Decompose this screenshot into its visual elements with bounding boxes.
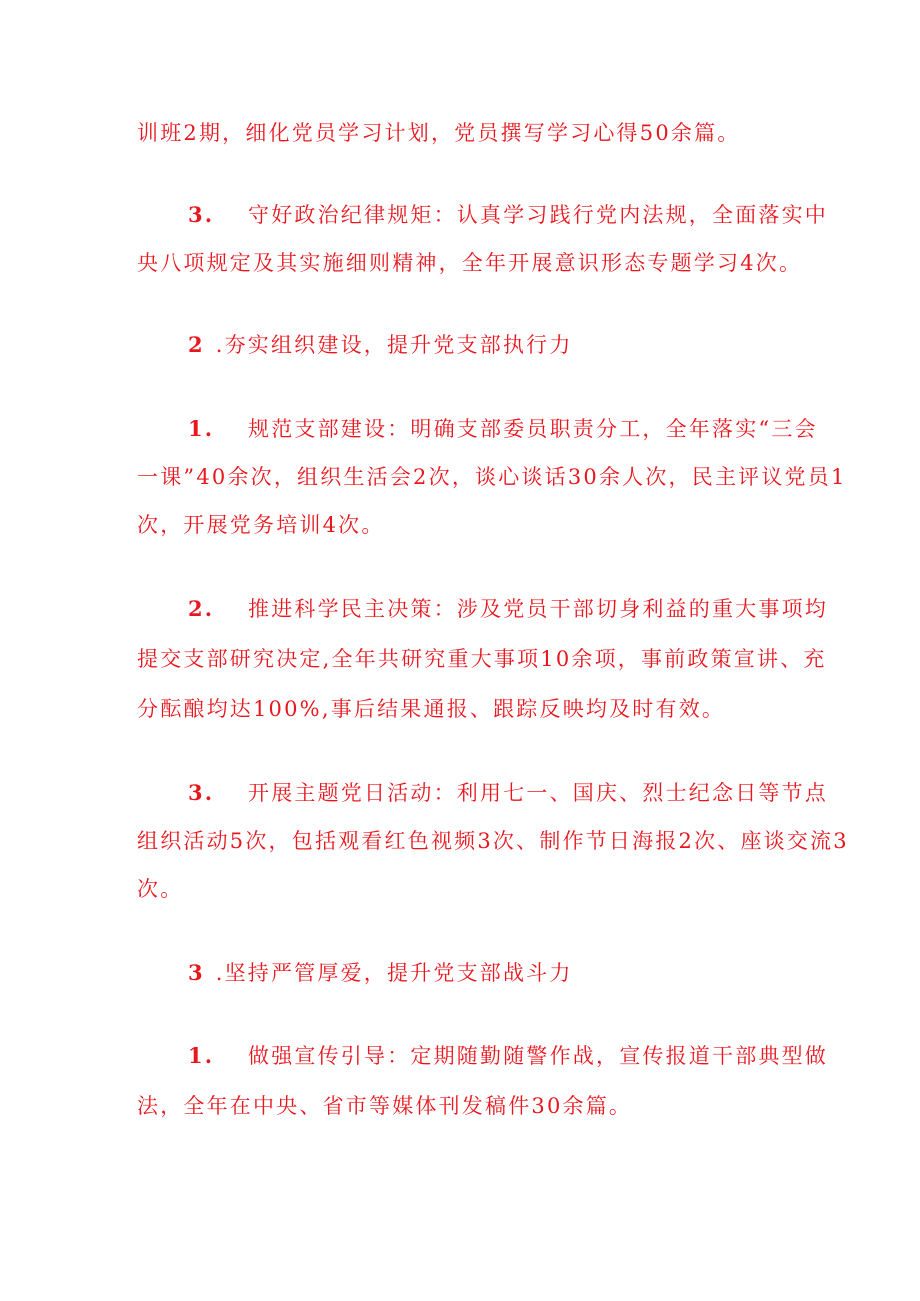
item-number: 3.	[188, 202, 215, 227]
paragraph-line	[137, 874, 183, 904]
paragraph-line	[137, 1091, 632, 1121]
section-heading	[188, 330, 573, 360]
section-number: 3	[188, 960, 205, 985]
paragraph-line	[137, 118, 740, 148]
section-number: 2	[188, 332, 205, 357]
line-text: 组织活动5次，包括观看红色视频3次、制作节日海报2次、座谈交流3	[137, 829, 849, 853]
paragraph-line	[137, 644, 827, 674]
line-text: 训班2期，细化党员学习计划，党员撰写学习心得50余篇。	[137, 121, 741, 145]
line-text: 一课”40余次，组织生活会2次，谈心谈话30余人次，民主评议党员1	[137, 465, 847, 489]
line-text: 规范支部建设：明确支部委员职责分工，全年落实“三会	[248, 417, 818, 441]
paragraph-line	[137, 248, 802, 278]
line-text: 次，开展党务培训4次。	[137, 513, 385, 537]
item-number: 2.	[188, 596, 215, 621]
list-item-heading	[188, 200, 828, 230]
paragraph-line	[137, 826, 849, 856]
line-text: 做强宣传引导：定期随勤随警作战，宣传报道干部典型做	[248, 1044, 828, 1068]
section-title: .坚持严管厚爱，提升党支部战斗力	[215, 961, 573, 985]
line-text: 央八项规定及其实施细则精神，全年开展意识形态专题学习4次。	[137, 251, 803, 275]
paragraph-line	[137, 510, 385, 540]
line-text: 守好政治纪律规矩：认真学习践行党内法规，全面落实中	[248, 203, 828, 227]
item-number: 1.	[188, 1043, 215, 1068]
section-heading	[188, 958, 573, 988]
item-number: 1.	[188, 416, 215, 441]
line-text: 分酝酿均达100%,事后结果通报、跟踪反映均及时有效。	[137, 697, 726, 721]
line-text: 推进科学民主决策：涉及党员干部切身利益的重大事项均	[248, 597, 828, 621]
line-text: 法，全年在中央、省市等媒体刊发稿件30余篇。	[137, 1094, 633, 1118]
paragraph-line	[137, 462, 847, 492]
line-text: 提交支部研究决定,全年共研究重大事项10余项，事前政策宣讲、充	[137, 647, 827, 671]
item-number: 3.	[188, 780, 215, 805]
paragraph-line	[137, 694, 725, 724]
line-text: 开展主题党日活动：利用七一、国庆、烈士纪念日等节点	[248, 781, 828, 805]
list-item-heading	[188, 414, 818, 444]
section-title: .夯实组织建设，提升党支部执行力	[215, 333, 573, 357]
list-item-heading	[188, 1041, 828, 1071]
list-item-heading	[188, 594, 828, 624]
list-item-heading	[188, 778, 828, 808]
line-text: 次。	[137, 877, 184, 901]
